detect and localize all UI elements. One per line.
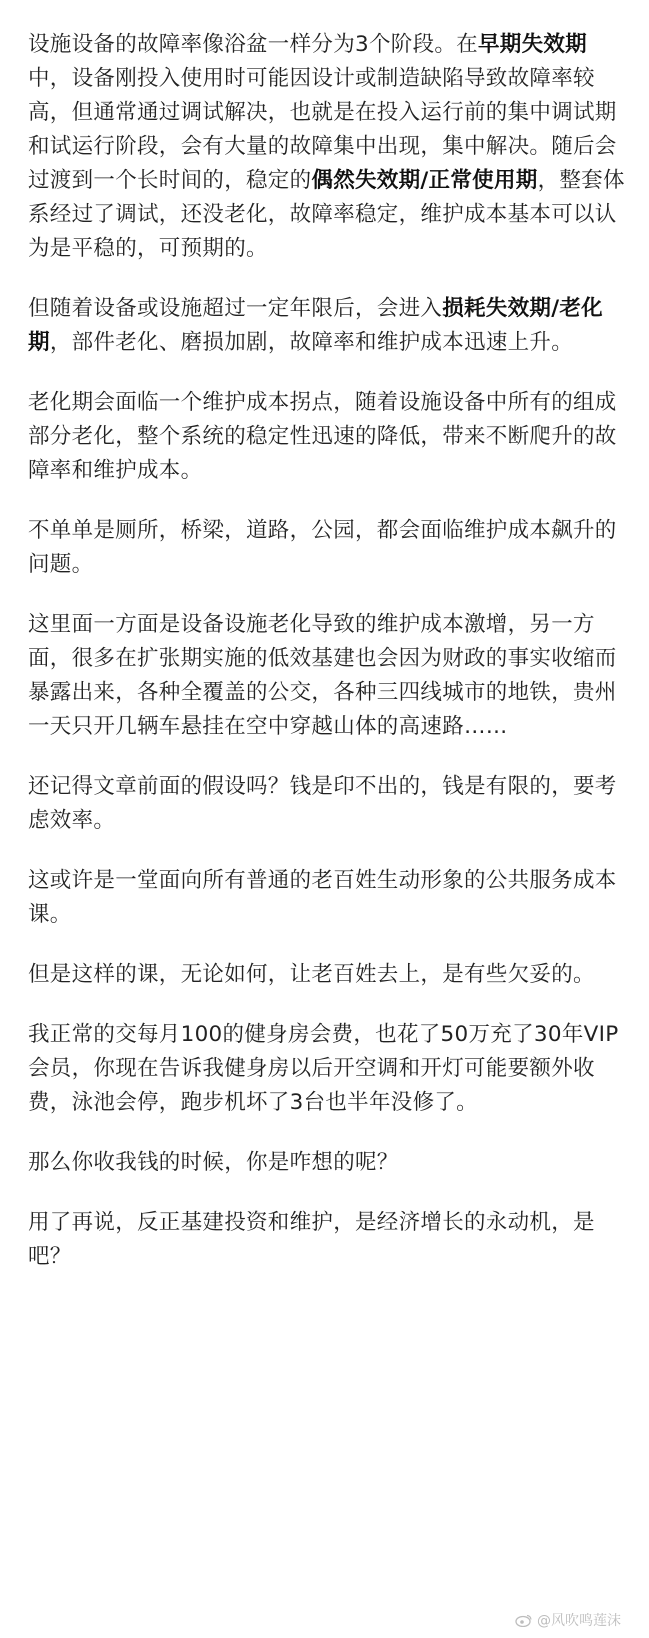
text-run: 中，设备刚投入使用时可能因设计或制造缺陷导致故障率较高，但通常通过调试解决，也就是在投入运行前的集中调试期和试运行阶段，会有大量的故障集中出现，集中解决。随后会过渡到一个长时间的，稳定的	[28, 66, 617, 193]
paragraph	[28, 608, 625, 744]
paragraph	[28, 770, 625, 838]
text-run: 那么你收我钱的时候，你是咋想的呢？	[28, 1150, 399, 1175]
text-run: ，部件老化、磨损加剧，故障率和维护成本迅速上升。	[49, 330, 574, 355]
text-run: 但是这样的课，无论如何，让老百姓去上，是有些欠妥的。	[28, 962, 595, 987]
bold-term: 损耗失效期/老化期	[28, 296, 603, 355]
paragraph	[28, 514, 625, 582]
paragraph	[28, 1018, 625, 1120]
paragraph	[28, 292, 625, 360]
text-run: 这里面一方面是设备设施老化导致的维护成本激增，另一方面，很多在扩张期实施的低效基建也会因为财政的事实收缩而暴露出来，各种全覆盖的公交，各种三四线城市的地铁，贵州一天只开几辆车悬挂在空中穿越山体的高速路……	[28, 612, 617, 739]
text-run: 不单单是厕所，桥梁，道路，公园，都会面临维护成本飙升的问题。	[28, 518, 617, 577]
bold-term: 早期失效期	[477, 32, 587, 57]
paragraph	[28, 1146, 625, 1180]
paragraph	[28, 958, 625, 992]
text-run: 用了再说，反正基建投资和维护，是经济增长的永动机，是吧？	[28, 1210, 595, 1269]
paragraph	[28, 28, 625, 266]
weibo-icon	[515, 1613, 533, 1627]
text-run: 这或许是一堂面向所有普通的老百姓生动形象的公共服务成本课。	[28, 868, 617, 927]
text-run: 但随着设备或设施超过一定年限后，会进入	[28, 296, 443, 321]
text-run: ，整套体系经过了调试，还没老化，故障率稳定，维护成本基本可以认为是平稳的，可预期的。	[28, 168, 625, 261]
bold-term: 偶然失效期/正常使用期	[311, 168, 538, 193]
watermark-text: @风吹鸣莲沫	[537, 1613, 621, 1629]
paragraph	[28, 1206, 625, 1274]
text-run: 设施设备的故障率像浴盆一样分为3个阶段。在	[28, 32, 478, 57]
article-body	[28, 28, 625, 1300]
paragraph	[28, 864, 625, 932]
text-run: 老化期会面临一个维护成本拐点，随着设施设备中所有的组成部分老化，整个系统的稳定性迅速的降低，带来不断爬升的故障率和维护成本。	[28, 390, 617, 483]
watermark	[515, 1610, 621, 1630]
text-run: 还记得文章前面的假设吗？钱是印不出的，钱是有限的，要考虑效率。	[28, 774, 617, 833]
text-run: 我正常的交每月100的健身房会费，也花了50万充了30年VIP会员，你现在告诉我健身房以后开空调和开灯可能要额外收费，泳池会停，跑步机坏了3台也半年没修了。	[28, 1022, 619, 1115]
paragraph	[28, 386, 625, 488]
